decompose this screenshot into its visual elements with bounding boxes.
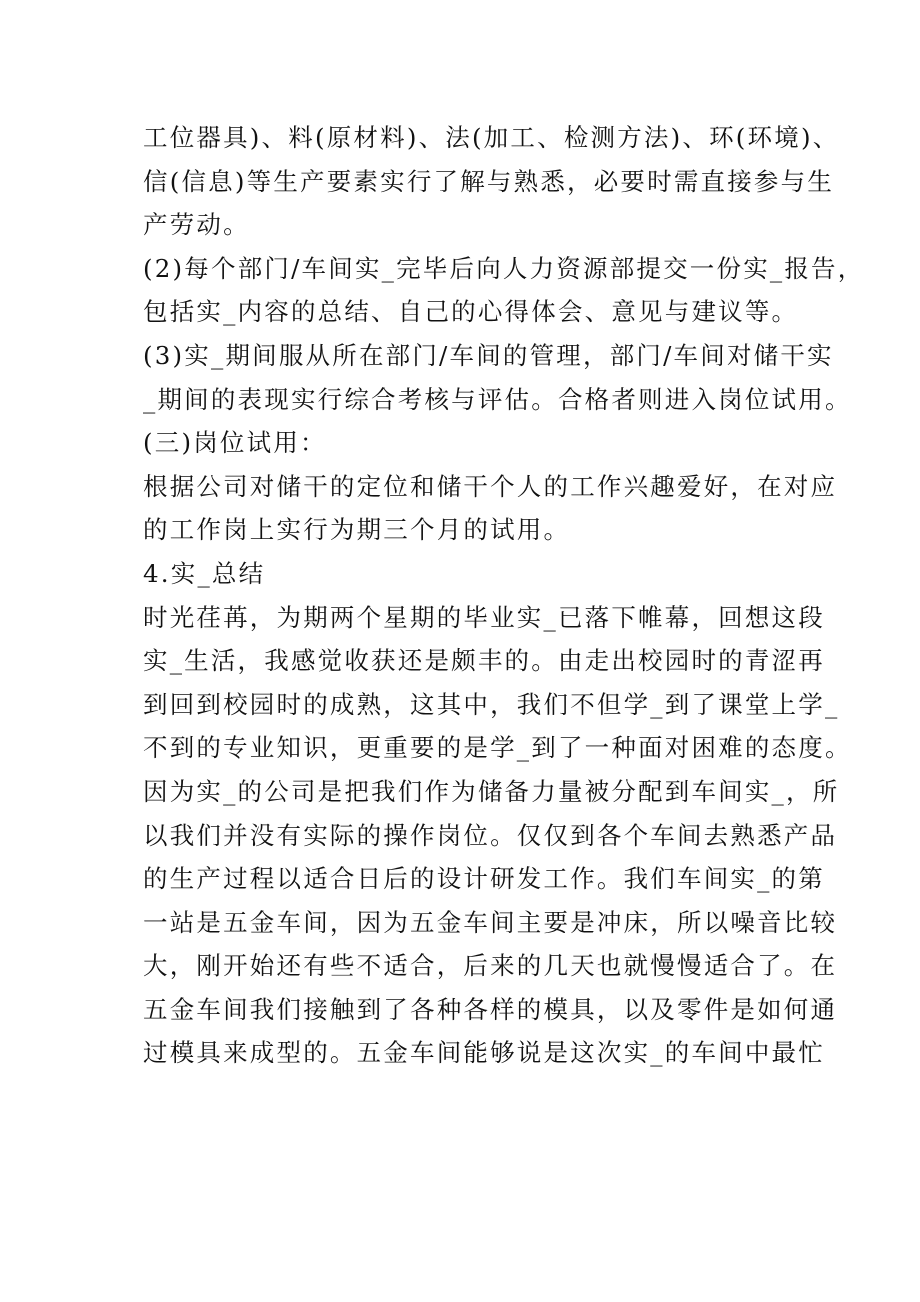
text-line: (3)实_期间服从所在部门/车间的管理，部门/车间对储干实	[143, 340, 834, 370]
text-line: 产劳动。	[143, 210, 250, 240]
text-line: 实_生活，我感觉收获还是颇丰的。由走出校园时的青涩再	[143, 646, 825, 676]
text-line: 过模具来成型的。五金车间能够说是这次实_的车间中最忙	[143, 1038, 825, 1068]
section-heading: (三)岗位试用：	[143, 428, 327, 458]
text-line: 工位器具)、料(原材料)、法(加工、检测方法)、环(环境)、	[143, 123, 840, 152]
text-line: 五金车间我们接触到了各种各样的模具，以及零件是如何通	[143, 994, 838, 1024]
text-line: 到回到校园时的成熟，这其中，我们不但学_到了课堂上学_	[143, 689, 840, 719]
text-line: 以我们并没有实际的操作岗位。仅仅到各个车间去熟悉产品	[143, 820, 838, 850]
section-heading: 4.实_总结	[143, 558, 266, 588]
text-line: 时光荏苒，为期两个星期的毕业实_已落下帷幕，回想这段	[143, 602, 825, 632]
text-line: (2)每个部门/车间实_完毕后向人力资源部提交一份实_报告，	[143, 253, 865, 283]
text-line: 的工作岗上实行为期三个月的试用。	[143, 515, 571, 545]
text-line: 不到的专业知识，更重要的是学_到了一种面对困难的态度。	[143, 733, 852, 763]
text-line: 因为实_的公司是把我们作为储备力量被分配到车间实_，所	[143, 776, 840, 806]
text-line: 信(信息)等生产要素实行了解与熟悉，必要时需直接参与生	[143, 166, 835, 196]
text-line: 包括实_内容的总结、自己的心得体会、意见与建议等。	[143, 297, 799, 327]
body-text	[143, 116, 865, 1075]
text-line: 大，刚开始还有些不适合，后来的几天也就慢慢适合了。在	[143, 951, 838, 981]
text-line: 一站是五金车间，因为五金车间主要是冲床，所以噪音比较	[143, 907, 838, 937]
text-line: 根据公司对储干的定位和储干个人的工作兴趣爱好，在对应	[143, 471, 838, 501]
text-line: 的生产过程以适合日后的设计研发工作。我们车间实_的第	[143, 864, 825, 894]
text-line: _期间的表现实行综合考核与评估。合格者则进入岗位试用。	[143, 384, 852, 414]
